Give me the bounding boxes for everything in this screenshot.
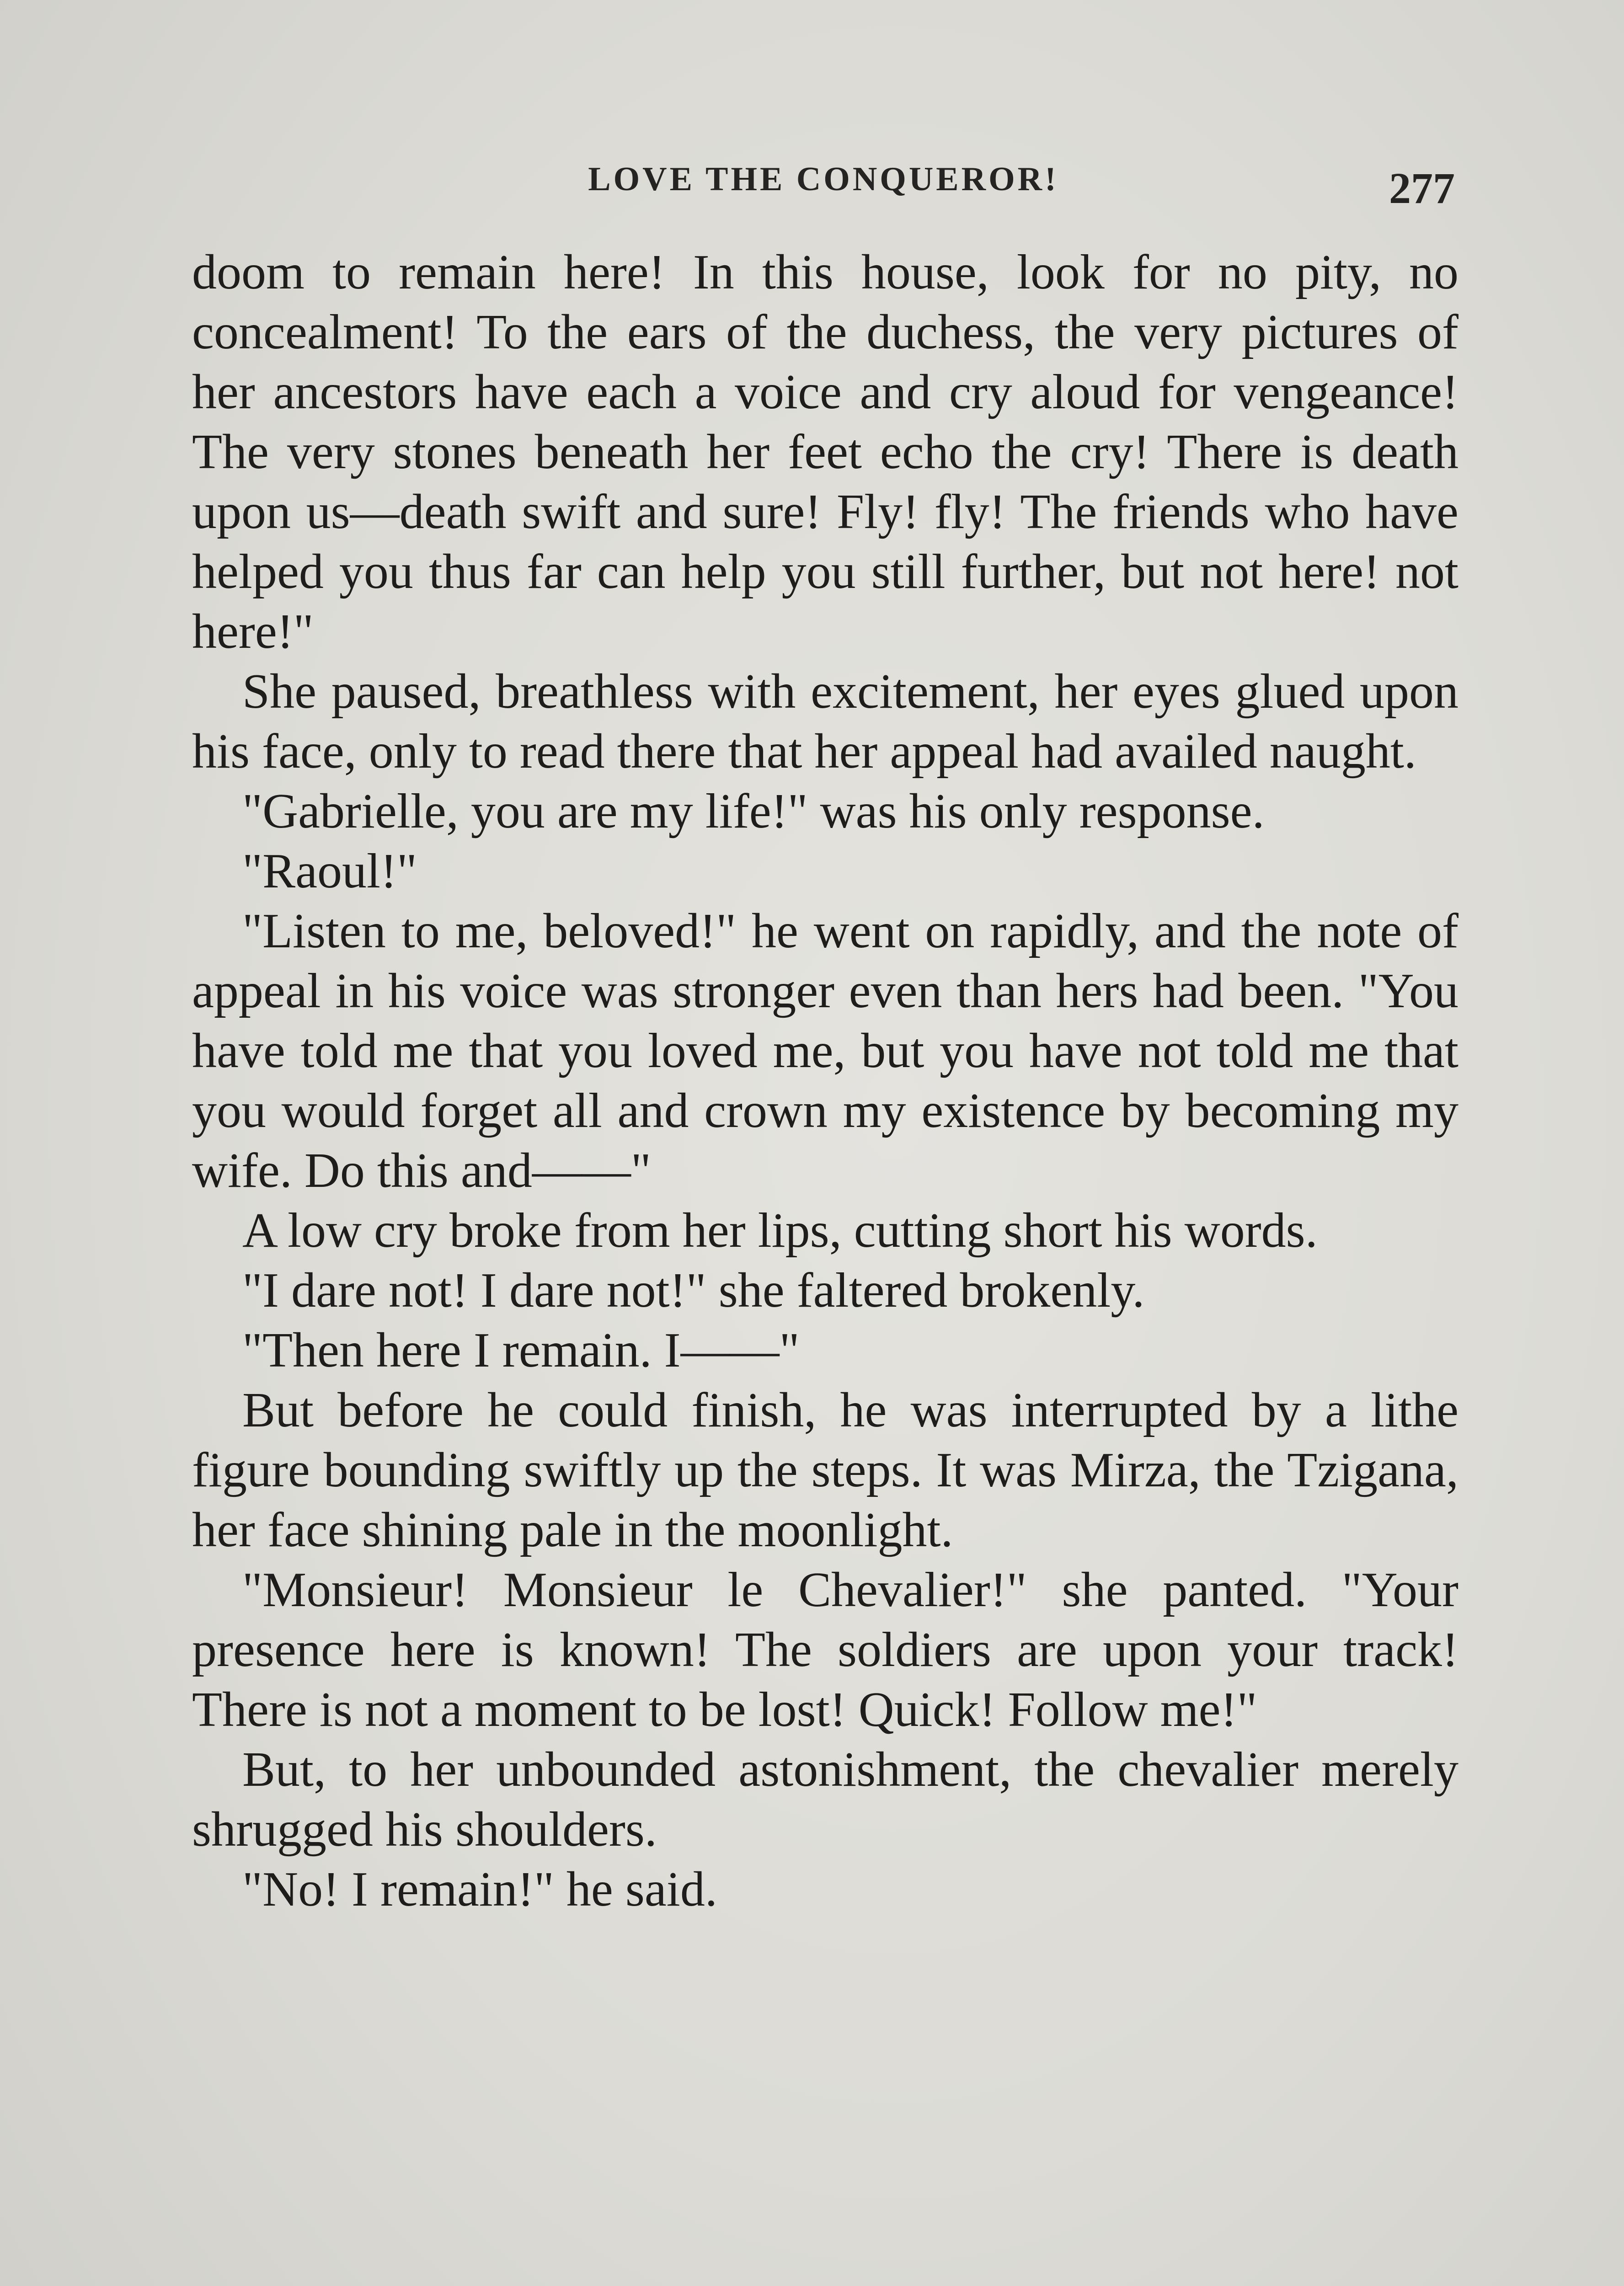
paragraph: "Listen to me, beloved!" he went on rapidly, and the note of appeal in his voice was stronger even than hers had been. "You have told me that you loved me, but you have not told me that you would forget all and crown my existence by becoming my wife. Do this and——" [192,904,1458,1198]
paragraph: "Monsieur! Monsieur le Chevalier!" she panted. "Your presence here is known! The soldiers are upon your track! There is not a moment to be lost! Quick! Follow me!" [192,1563,1458,1737]
running-head [192,160,1455,215]
paragraph: "Gabrielle, you are my life!" was his only response. [242,784,1265,839]
paragraph: "Then here I remain. I——" [242,1323,800,1378]
paragraph: But before he could finish, he was interrupted by a lithe figure bounding swiftly up the steps. It was Mirza, the Tzigana, her face shining pale in the moonlight. [192,1383,1458,1557]
paragraph: A low cry broke from her lips, cutting short his words. [242,1203,1318,1258]
running-title: LOVE THE CONQUEROR! [588,160,1059,198]
paragraph: "Raoul!" [242,844,417,898]
paragraph: "No! I remain!" he said. [242,1862,717,1917]
page-number: 277 [1389,164,1455,213]
paragraph: She paused, breathless with excitement, her eyes glued upon his face, only to read there that her appeal had availed naught. [192,664,1458,779]
paragraph: "I dare not! I dare not!" she faltered brokenly. [242,1263,1145,1318]
paragraph: But, to her unbounded astonishment, the chevalier merely shrugged his shoulders. [192,1742,1458,1857]
paragraph: doom to remain here! In this house, look for no pity, no concealment! To the ears of the duchess, the very pictures of her ancestors have each a voice and cry aloud for vengeance! The very stones beneath her feet echo the cry! There is death upon us—death swift and sure! Fly! fly! The friends who have helped you thus far can help you still further, but not here! not here!" [192,245,1458,659]
body-text [192,242,1458,1919]
